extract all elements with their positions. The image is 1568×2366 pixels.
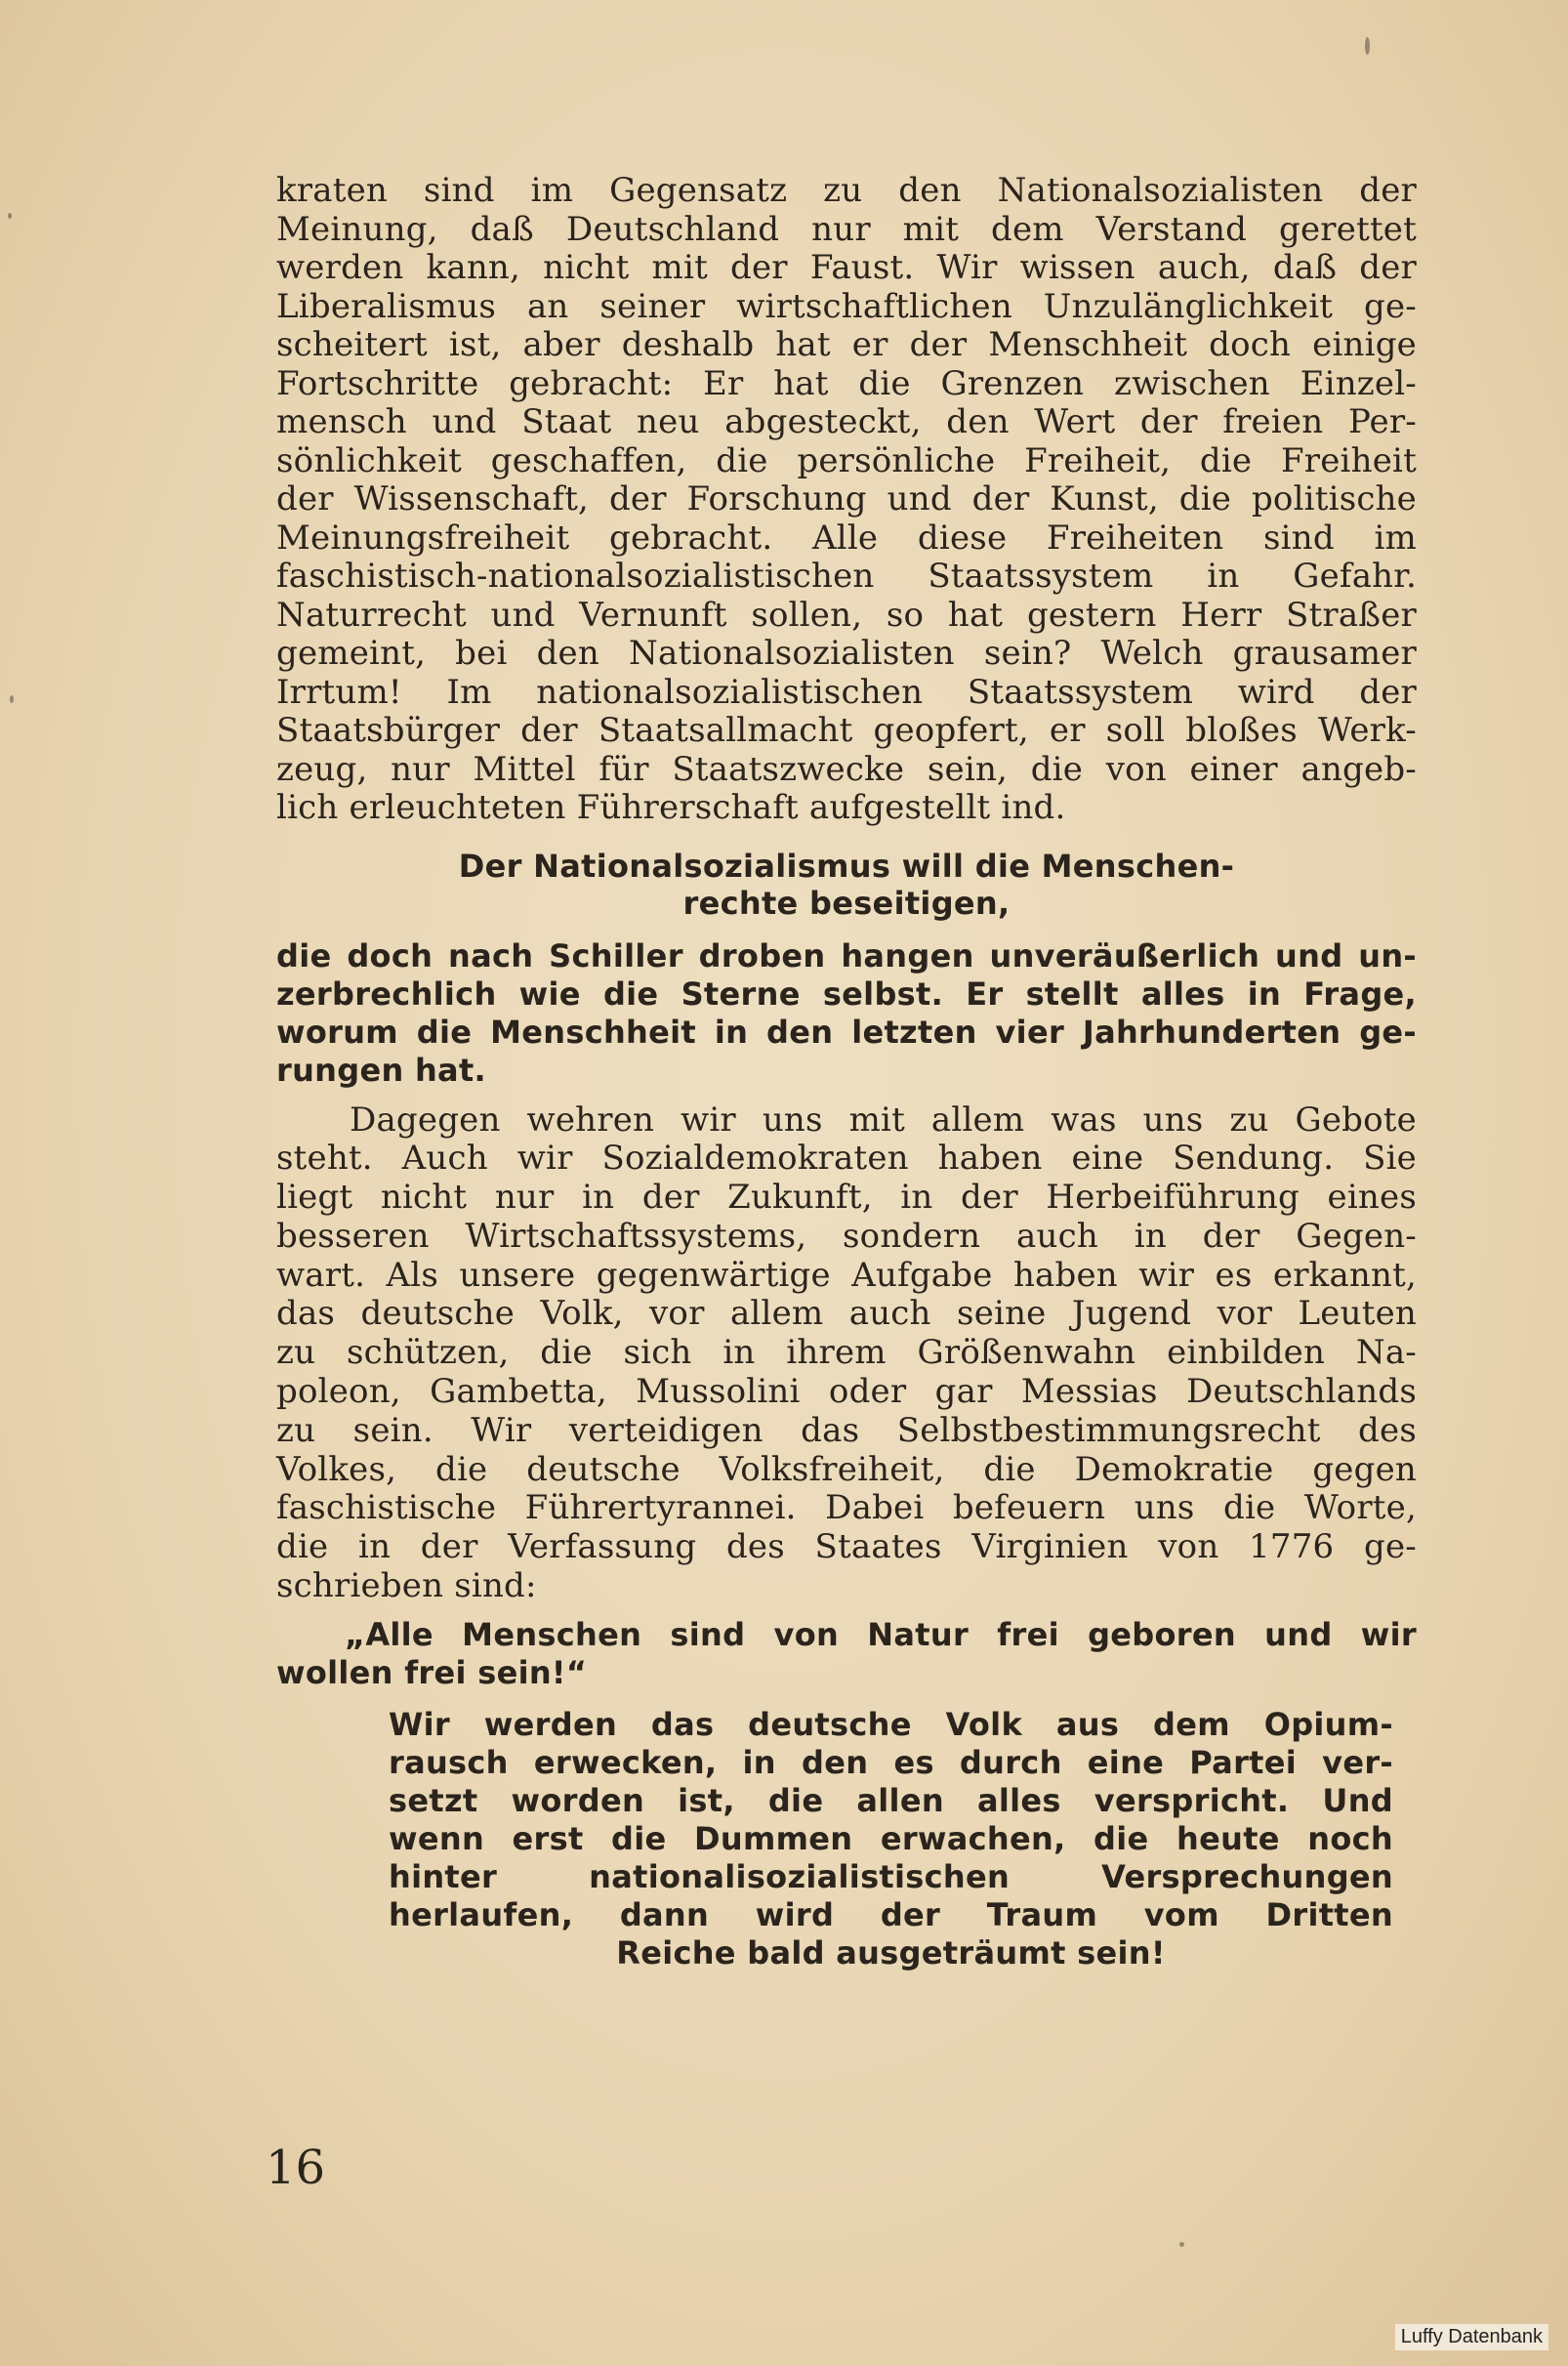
text-line: Volkes, die deutsche Volksfreiheit, die Demokratie gegen [276,1449,1417,1489]
text-line: Der Nationalsozialismus will die Menschen- [458,847,1235,885]
text-line: „Alle Menschen sind von Natur frei geboren und wir [345,1615,1417,1653]
text-line: Reiche bald ausgeträumt sein! [616,1933,1166,1972]
text-line: gemeint, bei den Nationalsozialisten sein? Welch grausamer [276,634,1417,673]
paper-spot [10,695,14,703]
text-line: sönlichkeit geschaffen, die persönliche Freiheit, die Freiheit [276,440,1417,480]
text-line: werden kann, nicht mit der Faust. Wir wissen auch, daß der [276,248,1417,287]
text-line: zerbrechlich wie die Sterne selbst. Er stellt alles in Frage, [276,975,1417,1013]
text-line: hinter nationalisozialistischen Versprechungen [389,1857,1393,1895]
text-line: zu sein. Wir verteidigen das Selbstbestimmungsrecht des [276,1410,1417,1450]
text-line: scheitert ist, aber deshalb hat er der Menschheit doch einige [276,325,1417,364]
text-line: kraten sind im Gegensatz zu den Nationalsozialisten der [276,171,1417,210]
paper-spot [1179,2242,1184,2247]
text-line: wollen frei sein!“ [276,1653,588,1691]
watermark: Luffy Datenbank [1395,2324,1548,2350]
text-line: herlaufen, dann wird der Traum vom Dritten [389,1895,1393,1933]
text-line: rechte beseitigen, [682,884,1011,922]
text-line: zu schützen, die sich in ihrem Größenwahn einbilden Na- [276,1333,1417,1373]
text-line: rausch erwecken, in den es durch eine Partei ver- [389,1743,1393,1781]
page-number: 16 [266,2140,326,2195]
text-column [276,172,1417,1972]
text-line: liegt nicht nur in der Zukunft, in der Herbeiführung eines [276,1178,1417,1218]
text-line: worum die Menschheit in den letzten vier Jahrhunderten ge- [276,1013,1417,1051]
closing-paragraph [389,1706,1393,1972]
text-line: die in der Verfassung des Staates Virginien von 1776 ge- [276,1527,1417,1567]
text-line: schrieben sind: [276,1566,537,1606]
text-line: Fortschritte gebracht: Er hat die Grenzen zwischen Einzel- [276,363,1417,403]
text-line: wart. Als unsere gegenwärtige Aufgabe haben wir es erkannt, [276,1255,1417,1295]
text-line: zeug, nur Mittel für Staatszwecke sein, die von einer angeb- [276,749,1417,789]
text-line: Liberalismus an seiner wirtschaftlichen Unzulänglichkeit ge- [276,286,1417,326]
text-line: poleon, Gambetta, Mussolini oder gar Messias Deutschlands [276,1372,1417,1412]
text-line: Meinung, daß Deutschland nur mit dem Verstand gerettet [276,209,1417,249]
paragraph-1 [276,172,1417,828]
text-line: Irrtum! Im nationalsozialistischen Staatssystem wird der [276,672,1417,712]
paper-spot [1365,37,1370,55]
text-line: faschistisch-nationalsozialistischen Staatssystem in Gefahr. [276,557,1417,596]
text-line: die doch nach Schiller droben hangen unveräußerlich und un- [276,936,1417,975]
paragraph-2-bold [276,937,1417,1090]
text-line: faschistische Führertyrannei. Dabei befeuern uns die Worte, [276,1488,1417,1528]
section-heading [276,848,1417,922]
text-line: wenn erst die Dummen erwachen, die heute noch [389,1819,1393,1857]
virginia-quote [276,1616,1417,1692]
text-line: das deutsche Volk, vor allem auch seine Jugend vor Leuten [276,1294,1417,1334]
paragraph-3 [276,1101,1417,1606]
text-line: Staatsbürger der Staatsallmacht geopfert, er soll bloßes Werk- [276,711,1417,750]
text-line: setzt worden ist, die allen alles verspricht. Und [389,1781,1393,1819]
paper-spot [8,213,12,219]
text-line: lich erleuchteten Führerschaft aufgestellt ind. [276,788,1066,827]
text-line: Meinungsfreiheit gebracht. Alle diese Freiheiten sind im [276,518,1417,558]
text-line: steht. Auch wir Sozialdemokraten haben eine Sendung. Sie [276,1139,1417,1179]
text-line: besseren Wirtschaftssystems, sondern auch in der Gegen- [276,1216,1417,1256]
text-line: Wir werden das deutsche Volk aus dem Opium- [389,1705,1393,1743]
text-line: Dagegen wehren wir uns mit allem was uns zu Gebote [350,1100,1417,1140]
text-line: Naturrecht und Vernunft sollen, so hat gestern Herr Straßer [276,595,1417,635]
text-line: rungen hat. [276,1051,487,1089]
text-line: mensch und Staat neu abgesteckt, den Wert der freien Per- [276,402,1417,441]
text-line: der Wissenschaft, der Forschung und der Kunst, die politische [276,479,1417,519]
